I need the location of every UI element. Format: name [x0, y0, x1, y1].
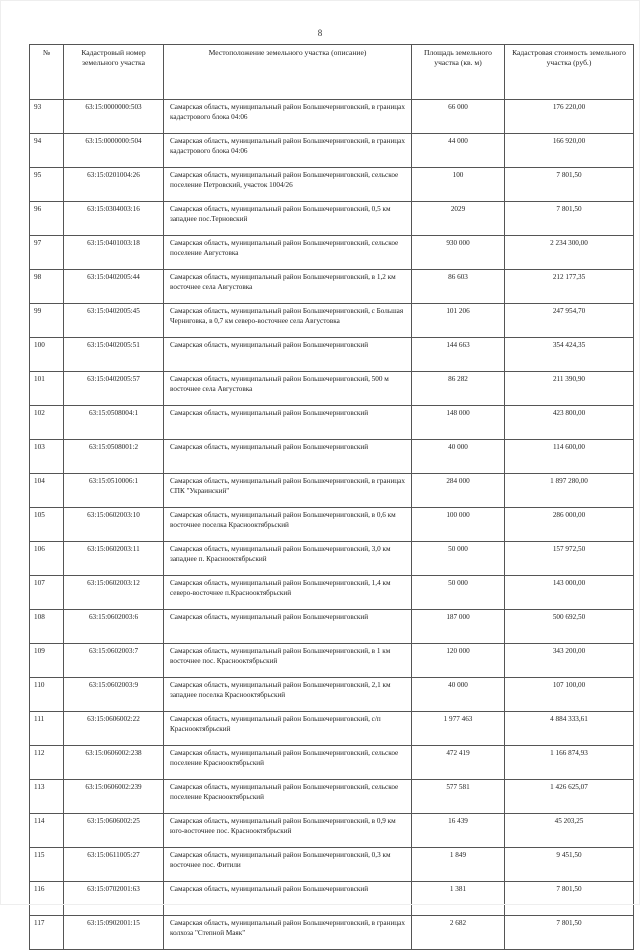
table-row: [30, 508, 634, 542]
cadastral-cost: 143 000,00: [505, 576, 634, 610]
table-row: [30, 304, 634, 338]
cadastral-number: 63:15:0602003:12: [64, 576, 164, 610]
cadastral-cost: 1 166 874,93: [505, 746, 634, 780]
location-description: Самарская область, муниципальный район Большечерниговский, сельское поселение Августовка: [164, 236, 412, 270]
cadastral-cost: 1 897 280,00: [505, 474, 634, 508]
area-value: 100 000: [412, 508, 505, 542]
row-number: 100: [30, 338, 64, 372]
area-value: 40 000: [412, 678, 505, 712]
location-description: Самарская область, муниципальный район Большечерниговский, сельское поселение Краснооктябрьский: [164, 746, 412, 780]
row-number: 93: [30, 100, 64, 134]
row-number: 110: [30, 678, 64, 712]
location-description: Самарская область, муниципальный район Большечерниговский, 0,3 км восточнее пос. Фитили: [164, 848, 412, 882]
row-number: 114: [30, 814, 64, 848]
area-value: 1 381: [412, 882, 505, 916]
header-cadastral-number: Кадастровый номер земельного участка: [64, 45, 164, 100]
area-value: 101 206: [412, 304, 505, 338]
cadastral-number: 63:15:0606002:239: [64, 780, 164, 814]
location-description: Самарская область, муниципальный район Большечерниговский: [164, 338, 412, 372]
location-description: Самарская область, муниципальный район Большечерниговский, в границах СПК "Украинский": [164, 474, 412, 508]
cadastral-number: 63:15:0606002:25: [64, 814, 164, 848]
location-description: Самарская область, муниципальный район Большечерниговский, в 1 км восточнее пос. Краснооктябрьский: [164, 644, 412, 678]
table-row: [30, 440, 634, 474]
cadastral-cost: 7 801,50: [505, 882, 634, 916]
table-row: [30, 848, 634, 882]
row-number: 109: [30, 644, 64, 678]
row-number: 102: [30, 406, 64, 440]
cadastral-number: 63:15:0402005:57: [64, 372, 164, 406]
cadastral-number: 63:15:0000000:503: [64, 100, 164, 134]
row-number: 101: [30, 372, 64, 406]
area-value: 50 000: [412, 542, 505, 576]
location-description: Самарская область, муниципальный район Большечерниговский: [164, 610, 412, 644]
cadastral-number: 63:15:0602003:11: [64, 542, 164, 576]
table-row: [30, 916, 634, 950]
cadastral-number: 63:15:0402005:45: [64, 304, 164, 338]
cadastral-number: 63:15:0304003:16: [64, 202, 164, 236]
cadastral-number: 63:15:0508004:1: [64, 406, 164, 440]
area-value: 187 000: [412, 610, 505, 644]
area-value: 16 439: [412, 814, 505, 848]
row-number: 97: [30, 236, 64, 270]
table-row: [30, 406, 634, 440]
location-description: Самарская область, муниципальный район Большечерниговский: [164, 882, 412, 916]
cadastral-cost: 107 100,00: [505, 678, 634, 712]
row-number: 115: [30, 848, 64, 882]
location-description: Самарская область, муниципальный район Большечерниговский, с Большая Черниговка, в 0,7 км северо-восточнее села Августовка: [164, 304, 412, 338]
cadastral-cost: 176 220,00: [505, 100, 634, 134]
area-value: 50 000: [412, 576, 505, 610]
location-description: Самарская область, муниципальный район Большечерниговский, 500 м восточнее села Августовка: [164, 372, 412, 406]
location-description: Самарская область, муниципальный район Большечерниговский, в границах кадастрового блока 04:06: [164, 100, 412, 134]
table-row: [30, 678, 634, 712]
row-number: 106: [30, 542, 64, 576]
row-number: 105: [30, 508, 64, 542]
cadastral-cost: 423 800,00: [505, 406, 634, 440]
cadastral-cost: 354 424,35: [505, 338, 634, 372]
cadastral-cost: 500 692,50: [505, 610, 634, 644]
cadastral-cost: 4 884 333,61: [505, 712, 634, 746]
table-row: [30, 236, 634, 270]
cadastral-cost: 7 801,50: [505, 202, 634, 236]
row-number: 113: [30, 780, 64, 814]
table-row: [30, 610, 634, 644]
location-description: Самарская область, муниципальный район Большечерниговский, сельское поселение Краснооктябрьский: [164, 780, 412, 814]
row-number: 103: [30, 440, 64, 474]
area-value: 148 000: [412, 406, 505, 440]
cadastral-cost: 9 451,50: [505, 848, 634, 882]
table-row: [30, 882, 634, 916]
table-row: [30, 576, 634, 610]
cadastral-cost: 212 177,35: [505, 270, 634, 304]
header-cadastral-cost: Кадастровая стоимость земельного участка (руб.): [505, 45, 634, 100]
cadastral-number: 63:15:0611005:27: [64, 848, 164, 882]
location-description: Самарская область, муниципальный район Большечерниговский, в границах колхоза "Степной Маяк": [164, 916, 412, 950]
row-number: 111: [30, 712, 64, 746]
cadastral-number: 63:15:0902001:15: [64, 916, 164, 950]
table-row: [30, 780, 634, 814]
location-description: Самарская область, муниципальный район Большечерниговский, в 1,2 км восточнее села Августовка: [164, 270, 412, 304]
area-value: 120 000: [412, 644, 505, 678]
cadastral-cost: 7 801,50: [505, 916, 634, 950]
cadastral-cost: 157 972,50: [505, 542, 634, 576]
location-description: Самарская область, муниципальный район Большечерниговский, в 0,6 км восточнее поселка Краснооктябрьский: [164, 508, 412, 542]
cadastral-number: 63:15:0602003:9: [64, 678, 164, 712]
area-value: 86 282: [412, 372, 505, 406]
cadastral-number: 63:15:0606002:238: [64, 746, 164, 780]
table-row: [30, 168, 634, 202]
area-value: 2029: [412, 202, 505, 236]
row-number: 95: [30, 168, 64, 202]
cadastral-number: 63:15:0402005:44: [64, 270, 164, 304]
area-value: 144 663: [412, 338, 505, 372]
location-description: Самарская область, муниципальный район Большечерниговский, в 0,9 км юго-восточнее пос. Краснооктябрьский: [164, 814, 412, 848]
cadastral-number: 63:15:0702001:63: [64, 882, 164, 916]
table-row: [30, 746, 634, 780]
location-description: Самарская область, муниципальный район Большечерниговский: [164, 406, 412, 440]
cadastral-number: 63:15:0508001:2: [64, 440, 164, 474]
header-location: Местоположение земельного участка (описание): [164, 45, 412, 100]
area-value: 44 000: [412, 134, 505, 168]
table-row: [30, 474, 634, 508]
row-number: 98: [30, 270, 64, 304]
area-value: 2 682: [412, 916, 505, 950]
table-row: [30, 542, 634, 576]
cadastral-cost: 114 600,00: [505, 440, 634, 474]
cadastral-number: 63:15:0401003:18: [64, 236, 164, 270]
row-number: 99: [30, 304, 64, 338]
row-number: 112: [30, 746, 64, 780]
area-value: 577 581: [412, 780, 505, 814]
cadastral-cost: 211 390,90: [505, 372, 634, 406]
table-row: [30, 712, 634, 746]
row-number: 116: [30, 882, 64, 916]
cadastral-cost: 343 200,00: [505, 644, 634, 678]
area-value: 1 849: [412, 848, 505, 882]
location-description: Самарская область, муниципальный район Большечерниговский, 2,1 км западнее поселка Краснооктябрьский: [164, 678, 412, 712]
cadastral-cost: 286 000,00: [505, 508, 634, 542]
row-number: 107: [30, 576, 64, 610]
area-value: 1 977 463: [412, 712, 505, 746]
row-number: 94: [30, 134, 64, 168]
cadastral-number: 63:15:0602003:7: [64, 644, 164, 678]
location-description: Самарская область, муниципальный район Большечерниговский, с/п Краснооктябрьский: [164, 712, 412, 746]
header-area: Площадь земельного участка (кв. м): [412, 45, 505, 100]
header-number: №: [30, 45, 64, 100]
area-value: 100: [412, 168, 505, 202]
area-value: 472 419: [412, 746, 505, 780]
table-row: [30, 338, 634, 372]
cadastral-cost: 1 426 625,07: [505, 780, 634, 814]
cadastral-cost: 45 203,25: [505, 814, 634, 848]
cadastral-cost: 7 801,50: [505, 168, 634, 202]
row-number: 96: [30, 202, 64, 236]
row-number: 104: [30, 474, 64, 508]
cadastral-number: 63:15:0510006:1: [64, 474, 164, 508]
location-description: Самарская область, муниципальный район Большечерниговский, 3,0 км западнее п. Краснооктябрьский: [164, 542, 412, 576]
table-row: [30, 372, 634, 406]
cadastral-number: 63:15:0606002:22: [64, 712, 164, 746]
land-plots-table: [29, 44, 634, 950]
area-value: 40 000: [412, 440, 505, 474]
cadastral-number: 63:15:0602003:10: [64, 508, 164, 542]
table-header-row: [30, 45, 634, 100]
table-row: [30, 644, 634, 678]
location-description: Самарская область, муниципальный район Большечерниговский, в границах кадастрового блока 04:06: [164, 134, 412, 168]
page-number: 8: [317, 28, 323, 38]
row-number: 117: [30, 916, 64, 950]
table-row: [30, 202, 634, 236]
location-description: Самарская область, муниципальный район Большечерниговский, 0,5 км западнее пос.Терновский: [164, 202, 412, 236]
location-description: Самарская область, муниципальный район Большечерниговский, сельское поселение Петровский, участок 1004/26: [164, 168, 412, 202]
location-description: Самарская область, муниципальный район Большечерниговский, 1,4 км северо-восточнее п.Краснооктябрьский: [164, 576, 412, 610]
cadastral-number: 63:15:0402005:51: [64, 338, 164, 372]
row-number: 108: [30, 610, 64, 644]
area-value: 86 603: [412, 270, 505, 304]
table-row: [30, 134, 634, 168]
cadastral-cost: 2 234 300,00: [505, 236, 634, 270]
area-value: 284 000: [412, 474, 505, 508]
cadastral-number: 63:15:0201004:26: [64, 168, 164, 202]
location-description: Самарская область, муниципальный район Большечерниговский: [164, 440, 412, 474]
table-row: [30, 100, 634, 134]
table-row: [30, 814, 634, 848]
cadastral-cost: 247 954,70: [505, 304, 634, 338]
area-value: 66 000: [412, 100, 505, 134]
cadastral-cost: 166 920,00: [505, 134, 634, 168]
table-row: [30, 270, 634, 304]
cadastral-number: 63:15:0000000:504: [64, 134, 164, 168]
cadastral-number: 63:15:0602003:6: [64, 610, 164, 644]
area-value: 930 000: [412, 236, 505, 270]
